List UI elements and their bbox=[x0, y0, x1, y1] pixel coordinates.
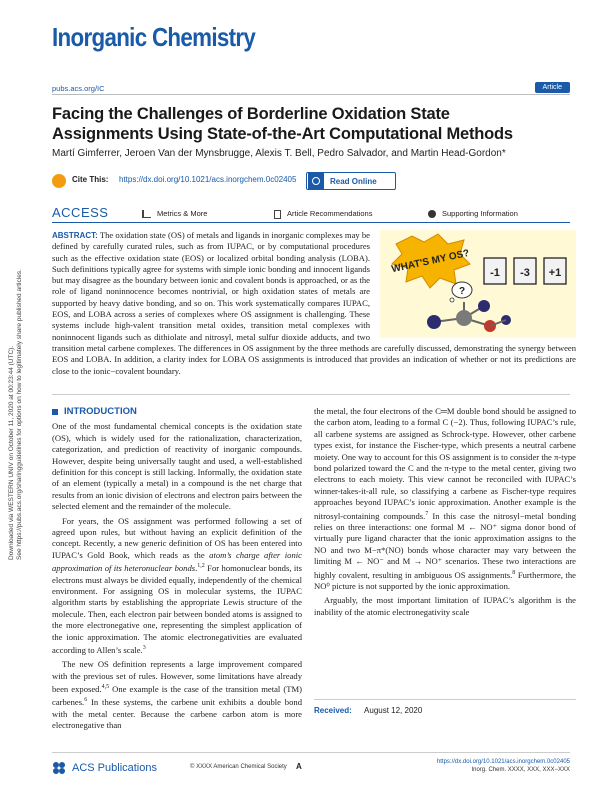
body-right-column bbox=[314, 406, 576, 621]
acs-publications-logo[interactable] bbox=[52, 760, 157, 776]
download-notice-line2[interactable]: See https://pubs.acs.org/sharingguidelines for options on how to legitimately share published articles. bbox=[16, 269, 23, 560]
abstract-divider bbox=[52, 394, 570, 395]
section-marker-icon bbox=[52, 409, 58, 415]
read-online-label: Read Online bbox=[330, 176, 377, 186]
speech-text: WHAT'S MY OS? bbox=[390, 247, 471, 276]
intro-paragraph-5: Arguably, the most important limitation of IUPAC’s algorithm is the inability of the atomic electronegativity scale bbox=[314, 595, 576, 617]
page-number: A bbox=[296, 762, 302, 771]
supporting-label: Supporting Information bbox=[442, 209, 518, 218]
intro-paragraph-1: One of the most fundamental chemical concepts is the oxidation state (OS), which is widely used for the rationalization, characterization, categorization, and prediction of reactivity of inorganic compounds. However, despite being universally taught and used, a well-established definition for this concept is still lacking. Informally, the oxidation state of an element (typically a metal) in a compound is the net charge that results from an ionic division of electrons and electron pairs between the selected element and the remainder of the molecule. bbox=[52, 421, 302, 512]
cite-label: Cite This: bbox=[72, 175, 109, 184]
document-icon bbox=[274, 210, 281, 219]
acs-logo-text: ACS Publications bbox=[72, 762, 157, 774]
cite-row bbox=[52, 172, 452, 194]
intro-paragraph-4: the metal, the four electrons of the C═M double bond should be assigned to the carbon atom, leading to a formal C (−2). Thus, following IUPAC’s rule, all carbene systems are assigned as Schrock-type. However, other carbene types exist, for instance the Fischer-type, which presents a neutral carbene moiety. One way to account for this OS assignment is to consider the π-type bond polarized toward the C and the π-type to the metal center, giving two electrons to each moiety. This view cannot be reconciled with IUPAC’s winner-takes-it-all rule, so classifying a carbene as Fischer-type requires approaches beyond IUPAC’s ionic approximation. Another example is the nitrosyl-containing compounds.$^7$ In this case the nitrosyl−metal bonding relies on three interactions: one formal M ← NO⁺ sigma donor bond of virtually pure ligand character that the ionic approximation assigns to the NO and two M−π*(NO) bonds whose character may vary between the limiting M ← NO⁻ and M → NO⁺ scenarios. These two interactions are highly covalent, resulting in ambiguous OS assignments.$^8$ Furthermore, the NO⁰ picture is not supported by the ionic approximation. bbox=[314, 406, 576, 591]
footer-citation bbox=[437, 758, 570, 774]
abstract bbox=[52, 230, 576, 377]
acs-icon bbox=[52, 761, 66, 775]
cite-icon bbox=[52, 174, 66, 188]
toc-graphic bbox=[380, 230, 576, 338]
journal-title: Inorganic Chemistry bbox=[52, 22, 256, 52]
body-left-column bbox=[52, 406, 302, 734]
read-online-button[interactable] bbox=[306, 172, 396, 190]
thought-text: ? bbox=[458, 286, 466, 297]
journal-url[interactable]: pubs.acs.org/IC bbox=[52, 84, 105, 93]
introduction-heading-text: INTRODUCTION bbox=[64, 406, 137, 417]
paper-title: Facing the Challenges of Borderline Oxidation State Assignments Using State-of-the-Art Computational Methods bbox=[52, 105, 513, 143]
abstract-heading: ABSTRACT: bbox=[52, 231, 98, 240]
supporting-info-link[interactable] bbox=[428, 209, 518, 218]
copyright: © XXXX American Chemical Society bbox=[190, 764, 287, 770]
cite-doi-link[interactable]: https://dx.doi.org/10.1021/acs.inorgchem.0c02405 bbox=[119, 175, 297, 184]
supporting-info-icon bbox=[428, 210, 436, 218]
access-bar bbox=[52, 205, 570, 223]
download-notice-line1: Downloaded via WESTERN UNIV on October 11, 2020 at 00:23:44 (UTC). bbox=[8, 345, 15, 560]
access-label: ACCESS bbox=[52, 205, 109, 220]
download-notice bbox=[8, 230, 24, 560]
header-rule bbox=[52, 94, 570, 95]
received-date-row bbox=[314, 699, 576, 715]
abstract-text: The oxidation state (OS) of metals and ligands in inorganic complexes may be defined by carefully curated rules, such as from IUPAC, or by computational procedures such as the effective oxidation state (EOS) or localized orbital bonding analysis (LOBA). Such definitions typically agree for systems with simple ionic bonding and innocent ligands but may disagree as the boundary between ionic and covalent bonds is approached, or as the role of ligand noninnocence becomes nontrivial, or high oxidation states of metals are supported by heavy dative bonding, and so on. This work systematically compares IUPAC, EOS, and LOBA across a series of complexes where OS assignment is challenging. These systems include high-valent transition metal oxides, transition metal complexes with noninnocent ligands such as dithiolate and nitrosyl, metal sulfur dioxide adducts, and two transition metal carbene complexes. The differences in OS assignment by the three methods are carefully discussed, demonstrating the synergy between EOS and LOBA. In addition, a clarity index for LOBA OS assignments is introduced that provides an indication of whether or not its predictions are close to the ionic−covalent boundary. bbox=[52, 230, 576, 376]
introduction-heading bbox=[52, 406, 302, 417]
received-label: Received: bbox=[314, 706, 352, 715]
footer-citation-text: Inorg. Chem. XXXX, XXX, XXX−XXX bbox=[471, 767, 570, 773]
metrics-label: Metrics & More bbox=[157, 209, 208, 218]
intro-paragraph-3: The new OS definition represents a large improvement compared with the previous set of rules. However, some limitations have already been exposed.$^{4,5}$ One example is the case of the transition metal (TM) carbenes.$^6$ In these systems, the carbene unit exhibits a double bond with the metal center. Because the carbene carbon atom is more electronegative than bbox=[52, 659, 302, 730]
bar-chart-icon bbox=[142, 210, 151, 218]
os-box-3-label: +1 bbox=[548, 267, 562, 279]
metrics-link[interactable] bbox=[142, 209, 207, 218]
os-box-1-label: -1 bbox=[490, 267, 500, 279]
footer-rule bbox=[52, 752, 570, 753]
footer-doi-link[interactable]: https://dx.doi.org/10.1021/acs.inorgchem.0c02405 bbox=[436, 759, 570, 765]
intro-paragraph-2: For years, the OS assignment was performed following a set of agreed upon rules, but without having an explicit definition of the concept. Recently, a new generic definition of OS has been entered into IUPAC’s Gold Book, which reads as the atom’s charge after ionic approximation of its heteronuclear bonds.$^{1,2}$ For homonuclear bonds, its electrons must always be divided equally, independently of the chemical environment. For assigning OS in molecular systems, the IUPAC algorithm starts by establishing the appropriate Lewis structure of the molecule. Then, each electron pair between bonded atoms is assigned to the more electronegative one, representing the simplest application of the ionic approximation. The atomic electronegativities are evaluated according to Allen’s scale.$^3$ bbox=[52, 515, 302, 655]
recommendations-link[interactable] bbox=[274, 209, 372, 219]
recommendations-label: Article Recommendations bbox=[287, 209, 373, 218]
article-type-badge: Article bbox=[535, 82, 570, 93]
author-list: Martí Gimferrer, Jeroen Van der Mynsbrugge, Alexis T. Bell, Pedro Salvador, and Martin Head-Gordon* bbox=[52, 148, 506, 159]
os-box-2-label: -3 bbox=[520, 267, 530, 279]
received-date: August 12, 2020 bbox=[364, 706, 423, 715]
read-online-icon bbox=[308, 173, 324, 189]
